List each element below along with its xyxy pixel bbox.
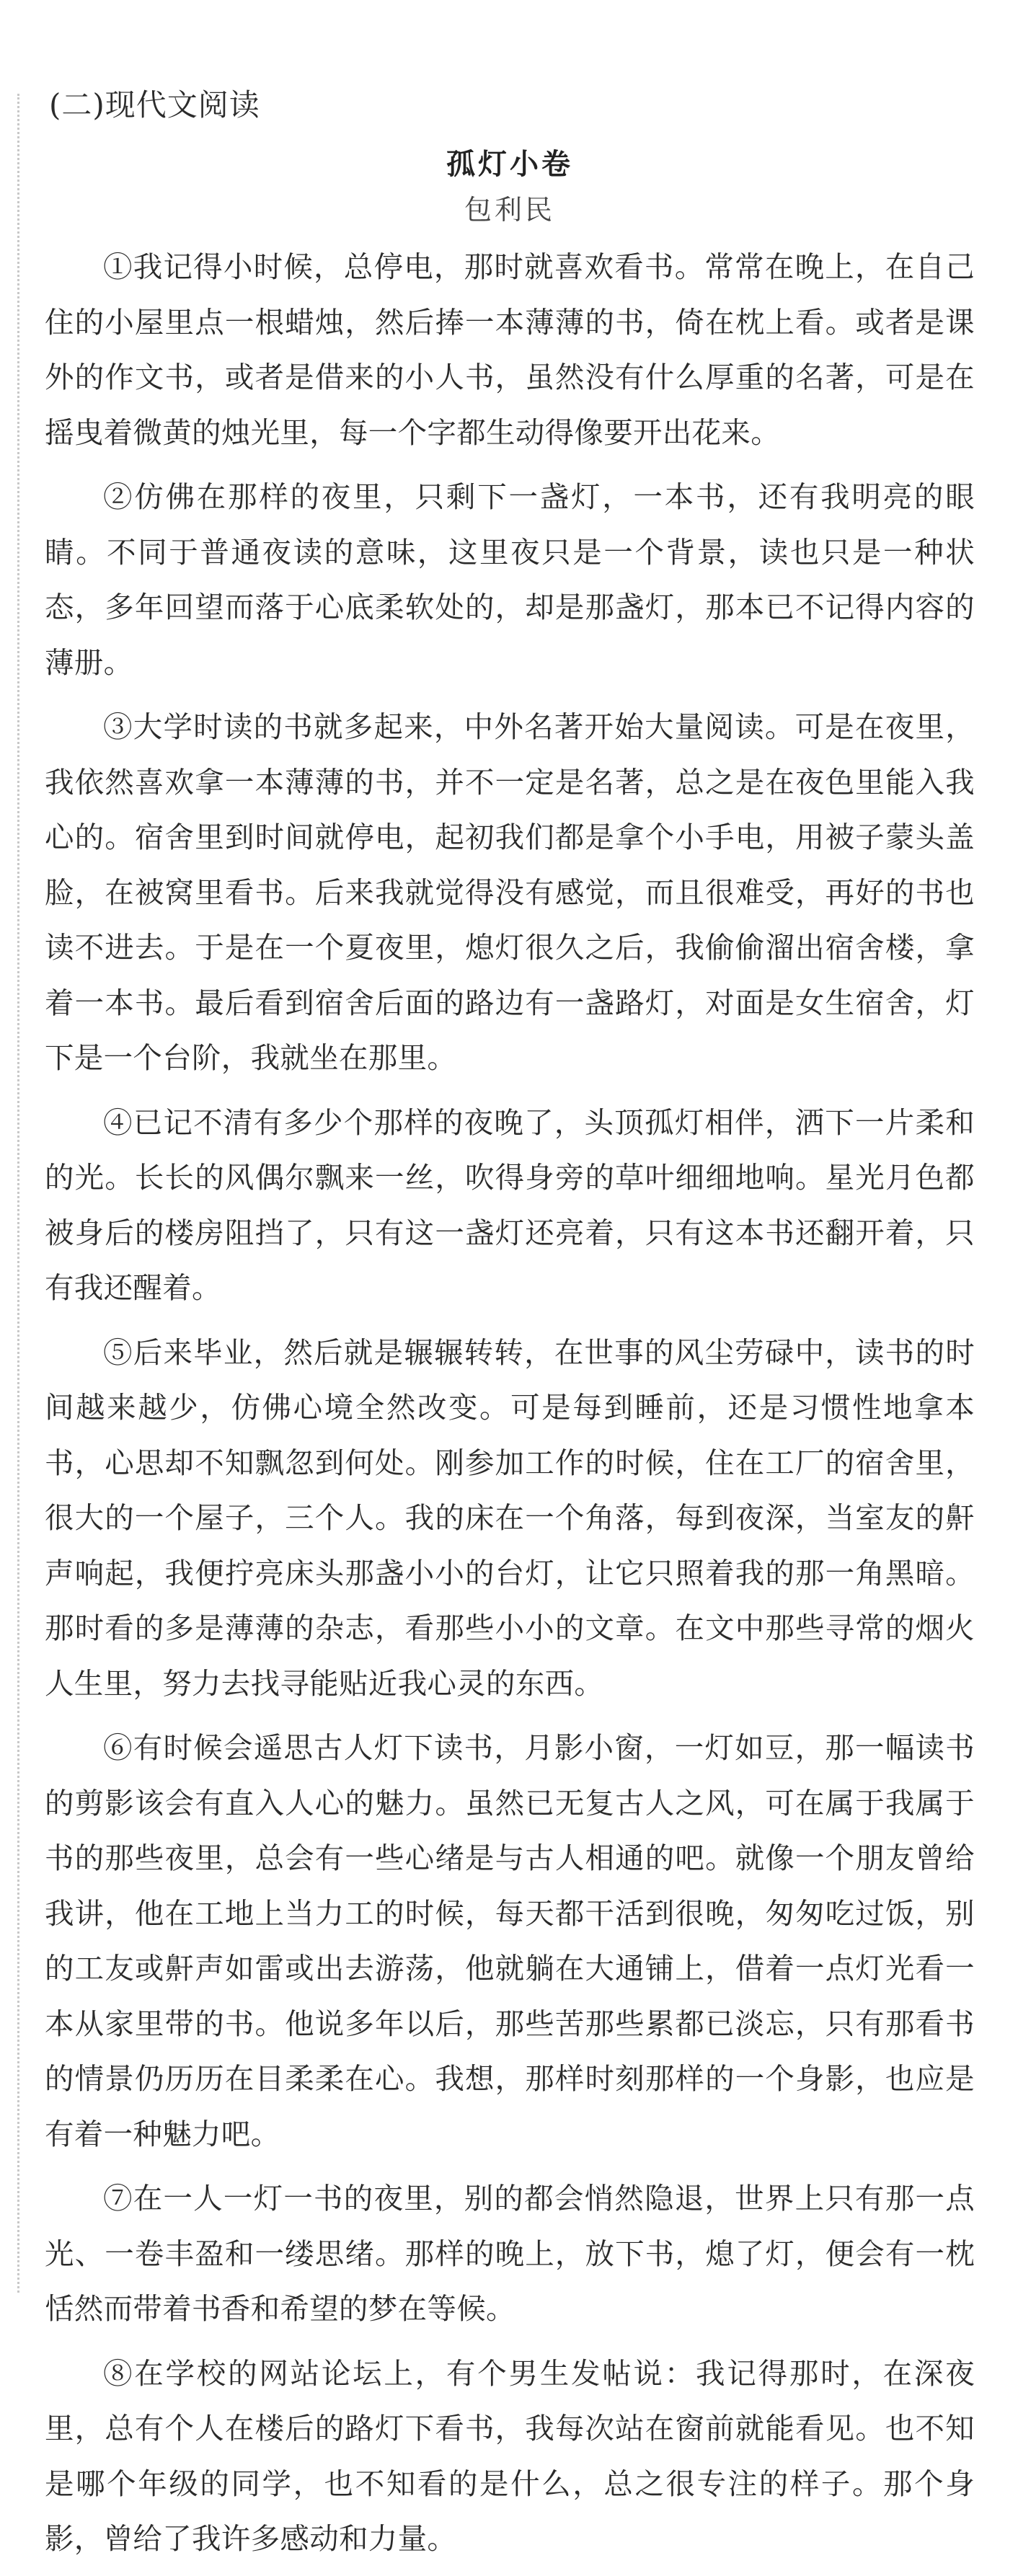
paragraph-5: ⑤后来毕业，然后就是辗辗转转，在世事的风尘劳碌中，读书的时间越来越少，仿佛心境全然改变。可是每到睡前，还是习惯性地拿本书，心思却不知飘忽到何处。刚参加工作的时候，住在工厂的宿舍里，很大的一个屋子，三个人。我的床在一个角落，每到夜深，当室友的鼾声响起，我便拧亮床头那盏小小的台灯，让它只照着我的那一角黑暗。那时看的多是薄薄的杂志，看那些小小的文章。在文中那些寻常的烟火人生里，努力去找寻能贴近我心灵的东西。: [45, 1335, 975, 1701]
paragraph-2: ②仿佛在那样的夜里，只剩下一盏灯，一本书，还有我明亮的眼睛。不同于普通夜读的意味，这里夜只是一个背景，读也只是一种状态，多年回望而落于心底柔软处的，却是那盏灯，那本已不记得内容的薄册。: [45, 479, 975, 680]
reading-section: [45, 85, 975, 2576]
paragraph-1: ①我记得小时候，总停电，那时就喜欢看书。常常在晚上，在自己住的小屋里点一根蜡烛，然后捧一本薄薄的书，倚在枕上看。或者是课外的作文书，或者是借来的小人书，虽然没有什么厚重的名著，可是在摇曳着微黄的烛光里，每一个字都生动得像要开出花来。: [45, 249, 975, 450]
section-label: (二)现代文阅读: [49, 87, 260, 123]
margin-dotted-rule: [17, 94, 19, 2293]
article-title: 孤灯小卷: [446, 148, 573, 181]
paragraph-3: ③大学时读的书就多起来，中外名著开始大量阅读。可是在夜里，我依然喜欢拿一本薄薄的书，并不一定是名著，总之是在夜色里能入我心的。宿舍里到时间就停电，起初我们都是拿个小手电，用被子蒙头盖脸，在被窝里看书。后来我就觉得没有感觉，而且很难受，再好的书也读不进去。于是在一个夏夜里，熄灯很久之后，我偷偷溜出宿舍楼，拿着一本书。最后看到宿舍后面的路边有一盏路灯，对面是女生宿舍，灯下是一个台阶，我就坐在那里。: [45, 709, 975, 1075]
article-author: 包利民: [464, 194, 555, 226]
paragraph-4: ④已记不清有多少个那样的夜晚了，头顶孤灯相伴，洒下一片柔和的光。长长的风偶尔飘来一丝，吹得身旁的草叶细细地响。星光月色都被身后的楼房阻挡了，只有这一盏灯还亮着，只有这本书还翻开着，只有我还醒着。: [45, 1105, 975, 1305]
paragraph-8: ⑧在学校的网站论坛上，有个男生发帖说：我记得那时，在深夜里，总有个人在楼后的路灯下看书，我每次站在窗前就能看见。也不知是哪个年级的同学，也不知看的是什么，总之很专注的样子。那个身影，曾给了我许多感动和力量。: [45, 2355, 975, 2556]
paragraph-7: ⑦在一人一灯一书的夜里，别的都会悄然隐退，世界上只有那一点光、一卷丰盈和一缕思绪。那样的晚上，放下书，熄了灯，便会有一枕恬然而带着书香和希望的梦在等候。: [45, 2181, 975, 2326]
paragraph-6: ⑥有时候会遥思古人灯下读书，月影小窗，一灯如豆，那一幅读书的剪影该会有直入人心的魅力。虽然已无复古人之风，可在属于我属于书的那些夜里，总会有一些心绪是与古人相通的吧。就像一个朋友曾给我讲，他在工地上当力工的时候，每天都干活到很晚，匆匆吃过饭，别的工友或鼾声如雷或出去游荡，他就躺在大通铺上，借着一点灯光看一本从家里带的书。他说多年以后，那些苦那些累都已淡忘，只有那看书的情景仍历历在目柔柔在心。我想，那样时刻那样的一个身影，也应是有着一种魅力吧。: [45, 1730, 975, 2151]
